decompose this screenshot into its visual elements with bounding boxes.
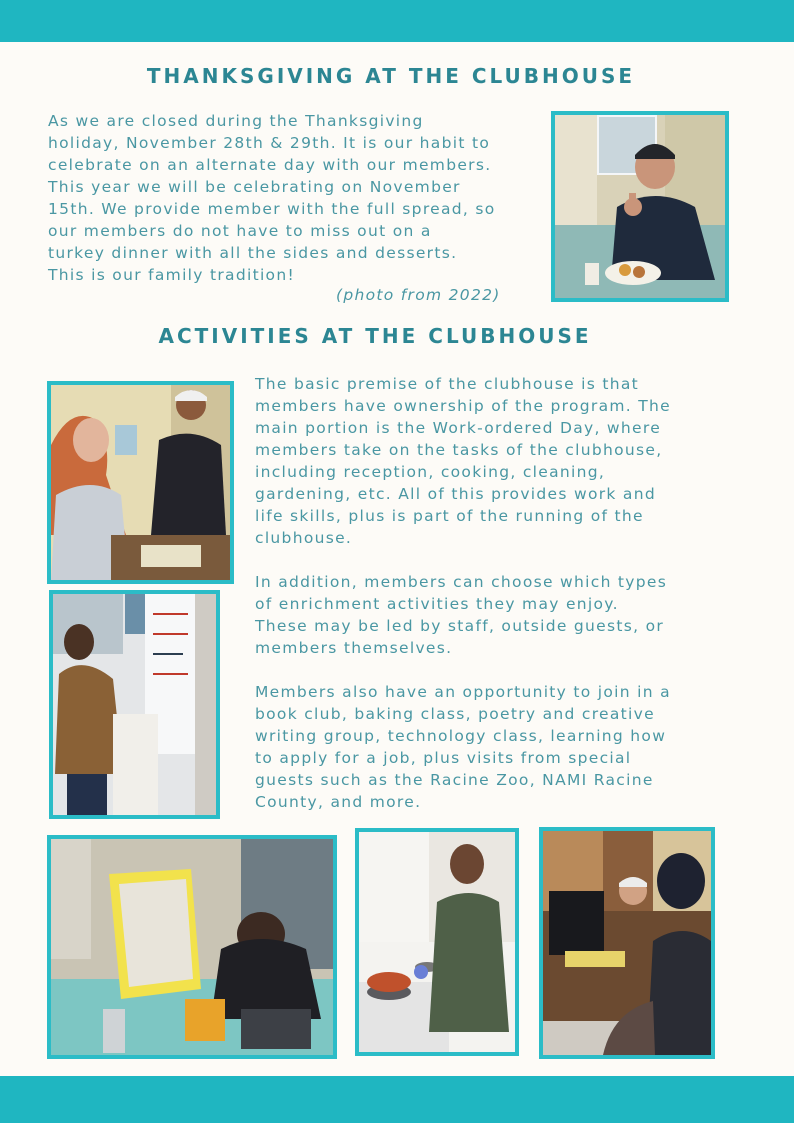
cooking-photo bbox=[355, 828, 519, 1056]
whiteboard-photo bbox=[49, 590, 220, 819]
top-banner bbox=[0, 0, 794, 42]
photo-caption: (photo from 2022) bbox=[336, 286, 501, 304]
activities-paragraph-2: In addition, members can choose which types of enrichment activities they may enjoy. These may be led by staff, outside guests, or members themselves. bbox=[255, 573, 668, 657]
activities-paragraph-3: Members also have an opportunity to join in a book club, baking class, poetry and creative writing group, technology class, learning how to apply for a job, plus visits from special guests such as the Racine Zoo, NAMI Racine County, and more. bbox=[255, 683, 671, 811]
bottom-banner bbox=[0, 1076, 794, 1123]
activities-heading: ACTIVITIES AT THE CLUBHOUSE bbox=[158, 324, 592, 348]
reception-photo bbox=[47, 381, 234, 584]
poster-craft-photo bbox=[47, 835, 337, 1059]
thanksgiving-text: As we are closed during the Thanksgiving holiday, November 28th & 29th. It is our habit to celebrate on an alternate day with our members. This year we will be celebrating on November 15th. We provide member with the full spread, so our members do not have to miss out on a turkey dinner with all the sides and desserts. This is our family tradition! bbox=[48, 112, 496, 284]
thanksgiving-photo bbox=[551, 111, 729, 302]
thanksgiving-heading: THANKSGIVING AT THE CLUBHOUSE bbox=[146, 64, 636, 88]
computer-lab-photo bbox=[539, 827, 715, 1059]
activities-paragraph-1: The basic premise of the clubhouse is that members have ownership of the program. The main portion is the Work-ordered Day, where members take on the tasks of the clubhouse, including reception, cooking, cleaning, gardening, etc. All of this provides work and life skills, plus is part of the running of the clubhouse. bbox=[255, 375, 671, 547]
